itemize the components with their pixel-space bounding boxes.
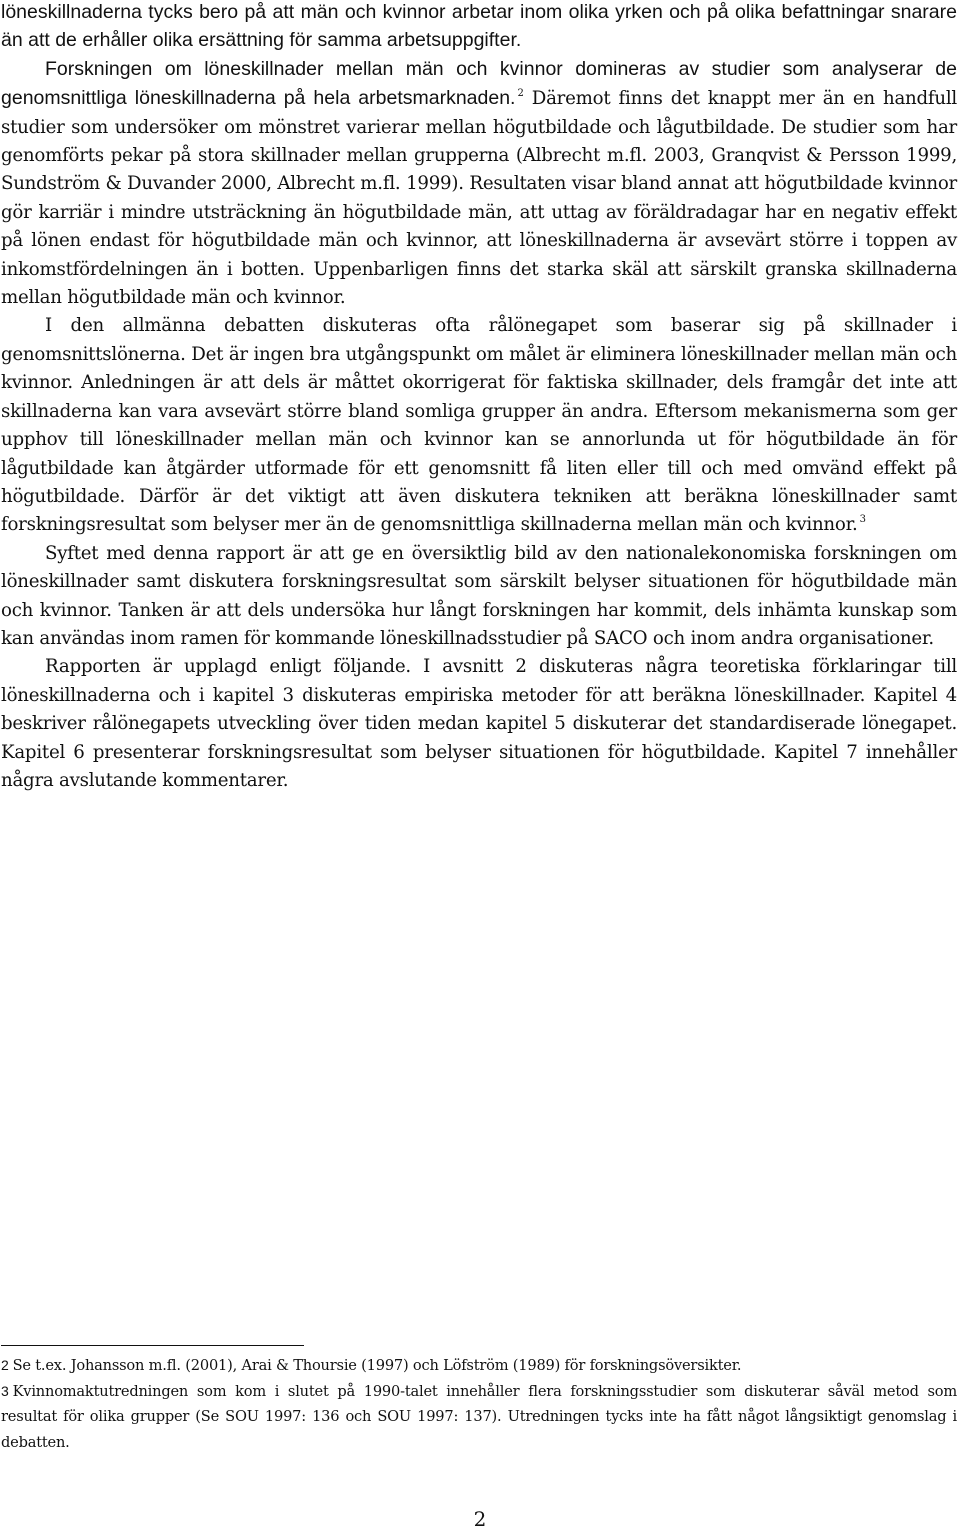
- paragraph-4-text: Syftet med denna rapport är att ge en översiktlig bild av den nationalekonomiska forskningen om löneskillnader samt diskutera forskningsresultat som särskilt belyser situationen för högutbildade män och kvinnor. Tanken är att dels undersöka hur långt forskningen har kommit, dels inhämta kunskap som kan användas inom ramen för kommande löneskillnadsstudier på SACO och inom andra organisationer.: [1, 542, 957, 649]
- paragraph-1-text: löneskillnaderna tycks bero på att män och kvinnor arbetar inom olika yrken och på olika befattningar snarare än att de erhåller olika ersättning för samma arbetsuppgifter.: [1, 1, 957, 52]
- paragraph-4: [1, 540, 957, 654]
- footnote-2-text: Se t.ex. Johansson m.fl. (2001), Arai & Thoursie (1997) och Löfström (1989) för forskningsöversikter.: [12, 1357, 742, 1374]
- paragraph-2: [1, 55, 957, 313]
- footnote-2-number: 2: [1, 1357, 9, 1373]
- footnote-3-number: 3: [1, 1382, 9, 1399]
- paragraph-2-text: Däremot finns det knappt mer än en handfull studier som undersöker om mönstret varierar mellan högutbildade och lågutbildade. De studier som har genomförts pekar på stora skillnader mellan grupperna (Albrecht m.fl. 2003, Granqvist & Persson 1999, Sundström & Duvander 2000, Albrecht m.fl. 1999). Resultaten visar bland annat att högutbildade kvinnor gör karriär i mindre utsträckning än högutbildade män, att uttag av föräldradagar har en negativ effekt på lönen endast för högutbildade män och kvinnor, att löneskillnaderna är avsevärt större i toppen av inkomstfördelningen än i botten. Uppenbarligen finns det starka skäl att särskilt granska skillnaderna mellan högutbildade män och kvinnor.: [1, 88, 957, 309]
- footnotes: [1, 1353, 957, 1455]
- footnote-3-text: Kvinnomaktutredningen som kom i slutet på 1990-talet innehåller flera forskningsstudier som diskuterar såväl metod som resultat för olika grupper (Se SOU 1997: 136 och SOU 1997: 137). Utredningen tycks inte ha fått något långsiktigt genomslag i debatten.: [1, 1382, 957, 1451]
- footnote-ref-2[interactable]: 2: [517, 88, 524, 100]
- paragraph-5: [1, 653, 957, 795]
- footnote-separator: [1, 1345, 304, 1346]
- footnote-ref-3[interactable]: 3: [859, 514, 866, 526]
- paragraph-5-text: Rapporten är upplagd enligt följande. I avsnitt 2 diskuteras några teoretiska förklaringar till löneskillnaderna och i kapitel 3 diskuteras empiriska metoder för att beräkna löneskillnader. Kapitel 4 beskriver rålönegapets utveckling över tiden medan kapitel 5 diskuterar det standardiserade lönegapet. Kapitel 6 presenterar forskningsresultat som belyser situationen för högutbildade. Kapitel 7 innehåller några avslutande kommentarer.: [1, 656, 957, 791]
- paragraph-2-lead: Forskningen om löneskillnader mellan män och kvinnor domineras av studier som analyserar de genomsnittliga löneskillnaderna på hela arbetsmarknaden.: [1, 57, 957, 110]
- paragraph-3-text: I den allmänna debatten diskuteras ofta rålönegapet som baserar sig på skillnader i genomsnittslönerna. Det är ingen bra utgångspunkt om målet är eliminera löneskillnader mellan män och kvinnor. Anledningen är att dels är måttet okorrigerat för faktiska skillnader, dels framgår det inte att skillnaderna kan vara avsevärt större bland somliga grupper än andra. Eftersom mekanismerna som ger upphov till löneskillnader mellan män och kvinnor kan se annorlunda ut för högutbildade än för lågutbildade kan åtgärder utformade för ett genomsnitt få liten eller till och med omvänd effekt på högutbildade. Därför är det viktigt att även diskutera tekniken att beräkna löneskillnader samt forskningsresultat som belyser mer än de genomsnittliga skillnaderna mellan män och kvinnor.: [1, 315, 957, 536]
- footnote-3: [1, 1379, 957, 1456]
- paragraph-3: [1, 312, 957, 539]
- paragraph-1: [1, 0, 957, 55]
- footnote-2: [1, 1353, 957, 1379]
- body-text: [1, 0, 957, 795]
- page-number: 2: [473, 1507, 487, 1531]
